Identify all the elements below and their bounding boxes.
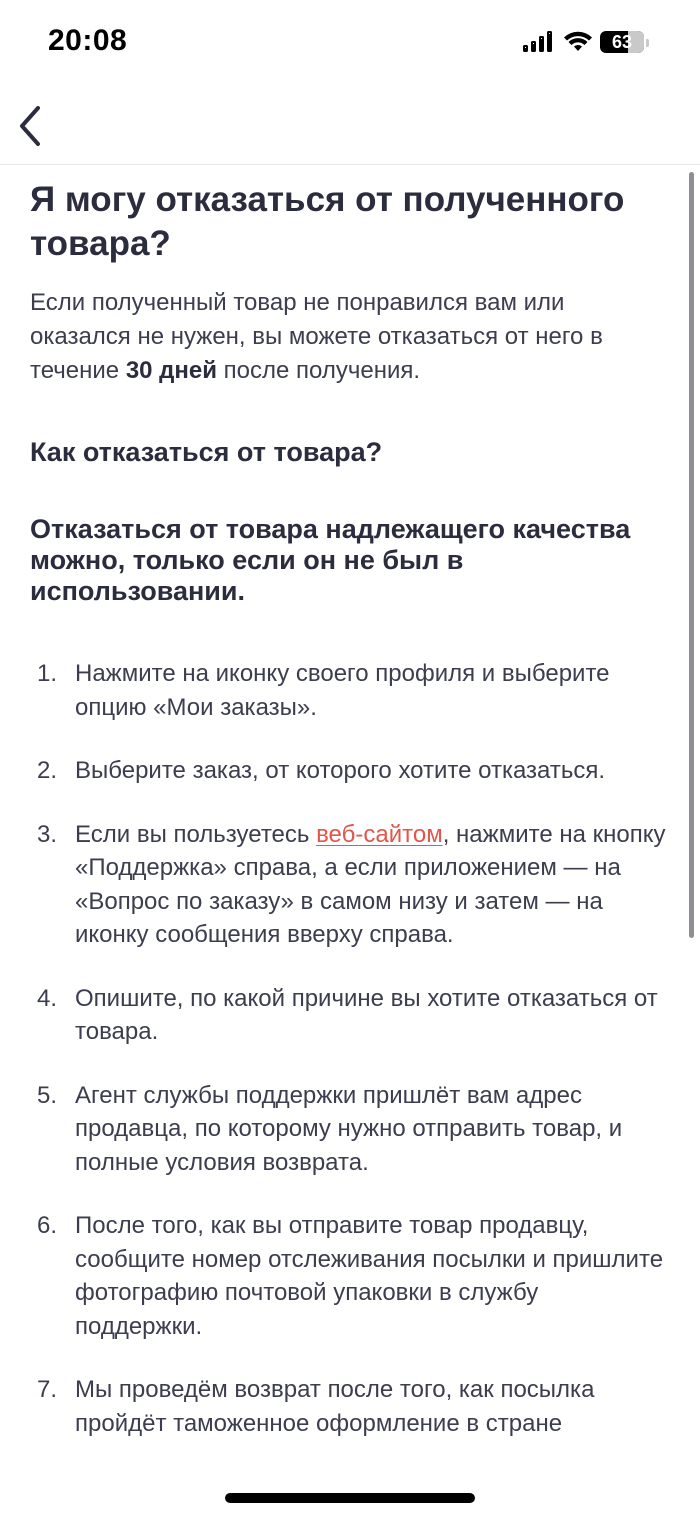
step-text: После того, как вы отправите товар продавцу, сообщите номер отслеживания посылки и пришлите фотографию почтовой упаковки в службу поддержки. [75,1212,664,1340]
section-heading: Как отказаться от товара? [30,437,383,467]
page-title: Я могу отказаться от полученного товара? [30,180,625,263]
step-text-after-link: , нажмите на кнопку «Поддержка» справа, а если приложением — на «Вопрос по заказу» в самом низу и затем — на иконку сообщения вверху справа. [75,820,666,948]
intro-paragraph [30,286,670,388]
status-bar [0,0,700,90]
step-number: 7. [37,1376,58,1403]
condition-text: Отказаться от товара надлежащего качества можно, только если он не был в использовании. [30,514,631,606]
step-text-before-link: Если вы пользуетесь [75,820,317,848]
step-text: Нажмите на иконку своего профиля и выберите опцию «Мои заказы». [75,660,610,721]
step-number: 1. [37,660,58,687]
intro-text-end: после получения. [217,357,421,384]
intro-bold-period: 30 дней [125,357,218,384]
website-link[interactable]: веб-сайтом [316,820,443,848]
home-indicator[interactable] [225,1493,475,1503]
step-item [30,657,670,724]
battery-icon [600,31,644,53]
step-number: 4. [37,984,58,1012]
signal-icon [522,30,554,54]
status-time: 20:08 [48,24,128,57]
nav-bar [0,90,700,165]
step-number: 2. [37,757,58,784]
step-item [30,818,670,952]
chevron-left-icon [16,105,44,147]
step-item [30,754,670,788]
intro-text-start: Если полученный товар не понравился вам или оказался не нужен, вы можете отказаться от него в течение [30,289,603,384]
step-item [30,1079,670,1180]
steps-list [30,657,670,1440]
article [30,178,670,1470]
step-item [30,982,670,1049]
step-text: Опишите, по какой причине вы хотите отказаться от товара. [75,984,658,1045]
scrollbar[interactable] [689,172,694,938]
step-item [30,1373,670,1440]
back-button[interactable] [8,98,52,154]
step-number: 5. [37,1081,58,1109]
step-text: Мы проведём возврат после того, как посылка пройдёт таможенное оформление в стране [75,1376,595,1437]
step-number: 6. [37,1212,58,1239]
step-number: 3. [37,820,58,848]
step-item [30,1209,670,1343]
step-text: Агент службы поддержки пришлёт вам адрес продавца, по которому нужно отправить товар, и полные условия возврата. [75,1081,623,1176]
battery-percentage: 63 [611,32,633,52]
wifi-icon [562,30,594,54]
step-text: Выберите заказ, от которого хотите отказаться. [75,757,606,784]
battery-tip [646,39,649,47]
